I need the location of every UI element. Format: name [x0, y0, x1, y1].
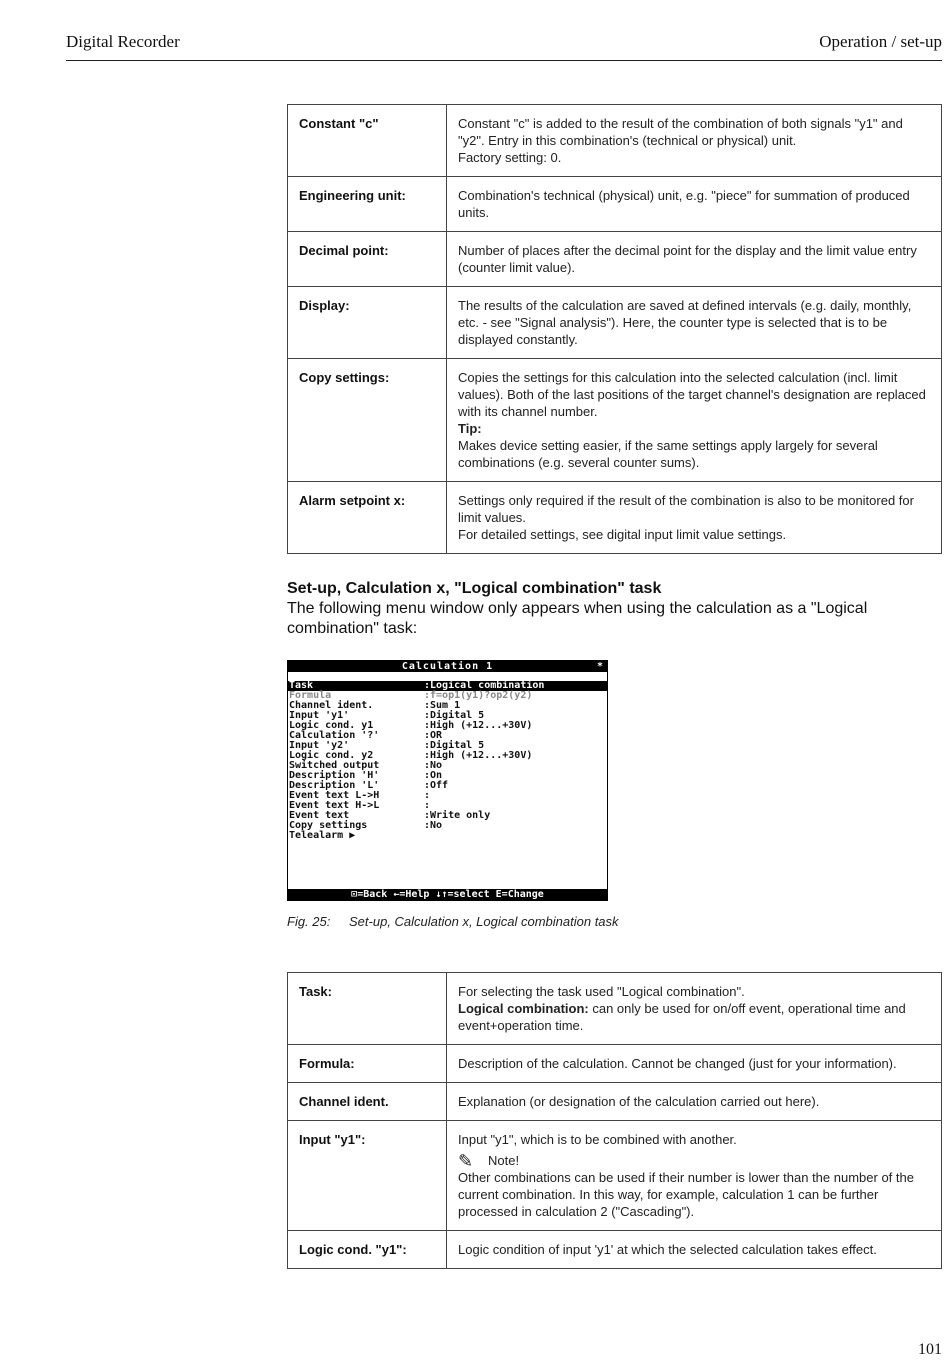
param-description: [447, 232, 942, 287]
param-description: [447, 177, 942, 232]
pencil-note-icon: ✎: [458, 1151, 474, 1171]
description-line: Makes device setting easier, if the same settings apply largely for several combinations (e.g. several counter sums).: [458, 438, 878, 470]
description-line: Constant "c" is added to the result of the combination of both signals "y1" and "y2". Entry in this combination's (technical or physical) unit.: [458, 116, 903, 148]
description-line: Input "y1", which is to be combined with another.: [458, 1132, 737, 1147]
table-row: [288, 287, 942, 359]
menu-row-label: Event text L->H: [289, 790, 380, 801]
param-name: Copy settings:: [288, 359, 447, 482]
table-row: [288, 177, 942, 232]
menu-row-label: Switched output: [289, 760, 380, 771]
table-row: [288, 359, 942, 482]
header-section: Operation / set-up: [819, 32, 942, 51]
param-description: Explanation (or designation of the calculation carried out here).: [447, 1083, 942, 1121]
param-description: [447, 482, 942, 554]
figure-caption-text: Set-up, Calculation x, Logical combination task: [349, 914, 619, 929]
param-description: [447, 287, 942, 359]
menu-row-label: Event text: [289, 810, 350, 821]
note-text: Other combinations can be used if their number is lower than the number of the current combination. In this way, for example, calculation 1 can be further processed in calculation 2 ("Cascading").: [458, 1170, 914, 1219]
table-row: [288, 1083, 942, 1121]
menu-row-label: Telealarm ▶: [289, 830, 356, 841]
param-name: Channel ident.: [288, 1083, 447, 1121]
param-description: Logic condition of input 'y1' at which the selected calculation takes effect.: [447, 1231, 942, 1269]
param-name: Engineering unit:: [288, 177, 447, 232]
description-line: Settings only required if the result of the combination is also to be monitored for limit values.: [458, 493, 914, 525]
description-line: Number of places after the decimal point for the display and the limit value entry (counter limit value).: [458, 243, 917, 275]
screen-title: Calculation 1: [401, 661, 494, 672]
description-line: Tip:: [458, 421, 482, 436]
menu-row-label: Task: [289, 680, 314, 691]
menu-row-value: :Digital 5: [424, 710, 485, 721]
table-row: [288, 1121, 942, 1231]
param-description: Description of the calculation. Cannot be changed (just for your information).: [447, 1045, 942, 1083]
menu-row-label: Formula: [289, 690, 332, 701]
page-header: [66, 30, 942, 61]
menu-row-value: :No: [424, 760, 443, 771]
figure-number: Fig. 25:: [287, 914, 331, 929]
description-line: Factory setting: 0.: [458, 150, 562, 165]
menu-row-value: :High (+12...+30V): [424, 720, 533, 731]
table-row: [288, 973, 942, 1045]
table-row: [288, 105, 942, 177]
menu-row-label: Calculation '?': [289, 730, 380, 741]
menu-row-label: Channel ident.: [289, 700, 374, 711]
menu-row-value: :Sum 1: [424, 700, 461, 711]
page-number: 101: [918, 1341, 942, 1358]
menu-row-label: Event text H->L: [289, 800, 380, 811]
section-block: [287, 579, 937, 639]
menu-row-label: Logic cond. y1: [289, 720, 374, 731]
param-name: Input "y1":: [288, 1121, 447, 1231]
note-label: Note!: [488, 1153, 520, 1168]
screen-star-marker: *: [596, 661, 604, 672]
param-name: Decimal point:: [288, 232, 447, 287]
description-line: For detailed settings, see digital input limit value settings.: [458, 527, 787, 542]
menu-row-value: :Off: [424, 780, 449, 791]
menu-row-label: Logic cond. y2: [289, 750, 374, 761]
param-description: [447, 359, 942, 482]
figure-caption: [287, 914, 619, 929]
menu-row-label: Description 'H': [289, 770, 380, 781]
table-row: [288, 1231, 942, 1269]
parameter-table-2: [287, 972, 942, 1269]
menu-row-label: Input 'y2': [289, 740, 350, 751]
note-block: [458, 1152, 930, 1169]
param-description: [447, 1121, 942, 1231]
menu-row-label: Input 'y1': [289, 710, 350, 721]
menu-row-value: :High (+12...+30V): [424, 750, 533, 761]
menu-row-value: :: [424, 800, 431, 811]
screen-menu-row[interactable]: [288, 831, 607, 841]
table-row: [288, 1045, 942, 1083]
description-line: For selecting the task used "Logical combination".: [458, 984, 745, 999]
param-name: Task:: [288, 973, 447, 1045]
menu-row-value: :On: [424, 770, 443, 781]
screen-footer: ⊡=Back ←=Help ↓↑=select E=Change: [288, 889, 607, 900]
param-description: [447, 973, 942, 1045]
param-name: Display:: [288, 287, 447, 359]
menu-row-value: :: [424, 790, 431, 801]
device-menu-screenshot: [287, 660, 608, 901]
menu-row-value: :f=op1(y1)?op2(y2): [424, 690, 533, 701]
menu-row-label: Copy settings: [289, 820, 368, 831]
table-row: [288, 232, 942, 287]
bold-term: Logical combination:: [458, 1001, 589, 1016]
section-heading: Set-up, Calculation x, "Logical combination" task: [287, 580, 662, 597]
param-name: Formula:: [288, 1045, 447, 1083]
screen-title-bar: [288, 661, 607, 672]
description-line: The results of the calculation are saved at defined intervals (e.g. daily, monthly, etc. - see "Signal analysis"). Here, the counter type is selected that is to be displayed constantly.: [458, 298, 912, 347]
menu-row-value: :Write only: [424, 810, 491, 821]
header-title: Digital Recorder: [66, 32, 180, 51]
menu-row-label: Description 'L': [289, 780, 380, 791]
description-line: Combination's technical (physical) unit, e.g. "piece" for summation of produced units.: [458, 188, 910, 220]
description-text: can only be used for on/off event, operational time and event+operation time.: [458, 1001, 906, 1033]
menu-row-value: :OR: [424, 730, 443, 741]
table-row: [288, 482, 942, 554]
param-name: Constant "c": [288, 105, 447, 177]
description-line: Copies the settings for this calculation into the selected calculation (incl. limit values). Both of the last positions of the target channel's designation are replaced with its channel number.: [458, 370, 926, 419]
screen-menu-list: [288, 672, 607, 841]
parameter-table-1: [287, 104, 942, 554]
param-name: Alarm setpoint x:: [288, 482, 447, 554]
menu-row-value: :No: [424, 820, 443, 831]
param-description: [447, 105, 942, 177]
menu-row-value: :Logical combination: [424, 680, 545, 691]
description-line: [458, 1000, 930, 1034]
param-name: Logic cond. "y1":: [288, 1231, 447, 1269]
section-intro: The following menu window only appears when using the calculation as a "Logical combination" task:: [287, 600, 868, 637]
menu-row-value: :Digital 5: [424, 740, 485, 751]
